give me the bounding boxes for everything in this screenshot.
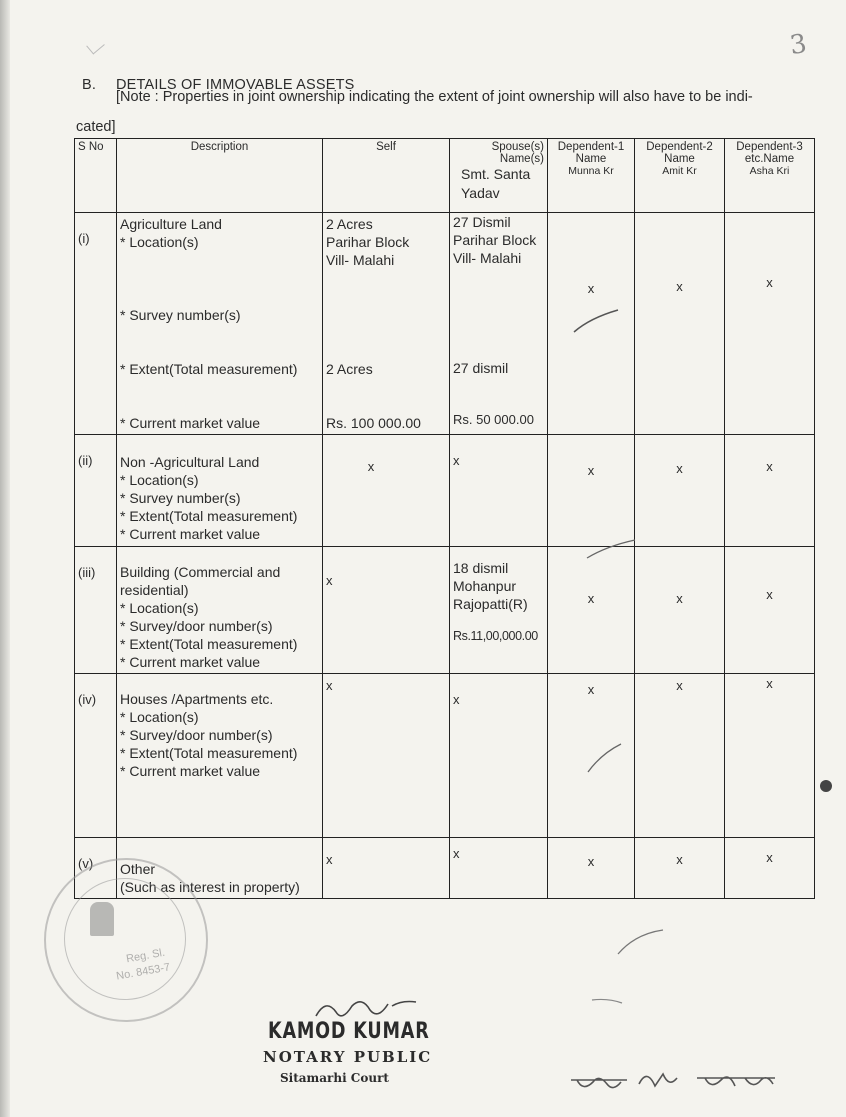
desc-title: Other (120, 861, 156, 877)
dep3-value: x (766, 459, 773, 474)
row-description (117, 547, 323, 674)
desc-line: * Location(s) (120, 600, 199, 616)
header-dependent-1 (548, 139, 635, 213)
header-description: Description (117, 139, 323, 213)
spouse-cell (450, 213, 548, 435)
row-sno: (ii) (75, 435, 117, 547)
header-spouse-label: Spouse(s) Name(s) (491, 141, 544, 165)
dep3-value: x (766, 676, 773, 691)
self-value: Rs. 100 000.00 (326, 415, 421, 431)
row-description (117, 435, 323, 547)
pen-tick-mark (86, 36, 105, 54)
row-sno: (v) (75, 838, 117, 899)
stamp-line-1: Reg. Sl. (125, 946, 166, 966)
self-extent: 2 Acres (326, 361, 373, 377)
self-location-1: 2 Acres (326, 216, 373, 232)
row-sno: (iii) (75, 547, 117, 674)
desc-title-1: Building (Commercial and (120, 564, 281, 580)
header-sno: S No (75, 139, 117, 213)
dep3-cell (725, 213, 815, 435)
dep3-value: x (766, 275, 773, 290)
desc-title: Agriculture Land (120, 216, 222, 232)
dep3-cell (725, 435, 815, 547)
scan-page-edge (0, 0, 10, 1117)
self-value: x (326, 678, 333, 693)
dep2-cell (635, 838, 725, 899)
desc-line: * Current market value (120, 763, 261, 779)
dep1-name: Munna Kr (568, 165, 614, 177)
desc-line: * Extent(Total measurement) (120, 636, 298, 652)
spouse-cell (450, 435, 548, 547)
header-dep2-label: Dependent-2 Name (646, 141, 713, 165)
self-value: x (367, 459, 375, 474)
dep2-cell (635, 547, 725, 674)
spouse-name-2: Yadav (461, 185, 500, 201)
desc-extent: * Extent(Total measurement) (120, 361, 298, 377)
spouse-cell (450, 547, 548, 674)
notary-name: KAMOD KUMAR (268, 1019, 430, 1044)
spouse-value: x (453, 846, 460, 861)
self-location-2: Parihar Block (326, 234, 410, 250)
stamp-line-2: No. 8453-7 (115, 961, 172, 983)
spouse-extent: 27 dismil (453, 360, 509, 376)
desc-line: * Current market value (120, 654, 261, 670)
spouse-value: x (453, 692, 460, 707)
note-line-1: [Note : Properties in joint ownership indicating the extent of joint ownership will also have to be indi- (116, 89, 753, 105)
spouse-value: x (453, 453, 460, 468)
dep2-cell (635, 213, 725, 435)
desc-title-2: residential) (120, 582, 189, 598)
note-line-2: cated] (76, 119, 116, 135)
row-sno: (iv) (75, 674, 117, 838)
header-self: Self (323, 139, 450, 213)
table-header-row (75, 139, 815, 213)
row-description (117, 213, 323, 435)
dep2-value: x (676, 678, 683, 693)
dep1-value: x (587, 682, 595, 697)
deponent-signature (565, 1060, 785, 1098)
table-row (75, 435, 815, 547)
header-dep3-label: Dependent-3 etc.Name (736, 141, 803, 165)
table-row (75, 674, 815, 838)
dep1-value: x (587, 281, 595, 296)
page-number-handwritten: 3 (787, 28, 809, 62)
spouse-location-2: Parihar Block (453, 232, 537, 248)
notary-seal-stamp (44, 858, 208, 1022)
spouse-value: Rs. 50 000.00 (453, 412, 534, 427)
table-row (75, 213, 815, 435)
dep1-value: x (587, 463, 595, 478)
dep1-value: x (587, 854, 595, 869)
row-description (117, 674, 323, 838)
self-location-3: Vill- Malahi (326, 252, 395, 268)
self-cell (323, 674, 450, 838)
dep2-cell (635, 435, 725, 547)
dep1-cell (548, 547, 635, 674)
header-spouse (450, 139, 548, 213)
desc-line: * Extent(Total measurement) (120, 508, 298, 524)
section-title: DETAILS OF IMMOVABLE ASSETS (116, 77, 355, 93)
emblem-icon (90, 902, 114, 936)
spouse-extent: 18 dismil (453, 560, 509, 576)
desc-survey: * Survey number(s) (120, 307, 241, 323)
dep1-cell (548, 838, 635, 899)
desc-line: * Extent(Total measurement) (120, 745, 298, 761)
dep3-cell (725, 547, 815, 674)
row-sno: (i) (75, 213, 117, 435)
desc-sub: (Such as interest in property) (120, 879, 300, 895)
header-dependent-2 (635, 139, 725, 213)
notary-court: Sitamarhi Court (280, 1071, 389, 1085)
self-cell (323, 435, 450, 547)
pen-tick-mark (585, 538, 637, 562)
desc-line: * Survey/door number(s) (120, 727, 273, 743)
dep3-value: x (766, 850, 773, 865)
spouse-location-2: Rajopatti(R) (453, 596, 528, 612)
dep1-cell (548, 435, 635, 547)
desc-line: * Survey/door number(s) (120, 618, 273, 634)
desc-line: * Survey number(s) (120, 490, 241, 506)
self-value: x (326, 573, 333, 588)
desc-line: * Current market value (120, 526, 261, 542)
self-value: x (326, 852, 333, 867)
dep2-cell (635, 674, 725, 838)
pen-tick-mark (585, 740, 625, 776)
table-row (75, 547, 815, 674)
dep2-value: x (676, 591, 683, 606)
header-dep1-label: Dependent-1 Name (557, 141, 625, 165)
dep3-value: x (766, 587, 773, 602)
dep2-value: x (676, 279, 683, 294)
notary-title: NOTARY PUBLIC (263, 1048, 433, 1066)
dep2-value: x (676, 461, 683, 476)
desc-title: Houses /Apartments etc. (120, 691, 274, 707)
spouse-name-1: Smt. Santa (461, 166, 531, 182)
spouse-cell (450, 838, 548, 899)
desc-line: * Location(s) (120, 709, 199, 725)
dep2-value: x (676, 852, 683, 867)
dep3-cell (725, 674, 815, 838)
desc-line: * Location(s) (120, 472, 199, 488)
self-cell (323, 547, 450, 674)
spouse-value: Rs.11,00,000.00 (453, 629, 538, 643)
dep2-name: Amit Kr (662, 165, 697, 177)
immovable-assets-table (74, 138, 815, 899)
dep3-cell (725, 838, 815, 899)
pen-tick-mark (570, 306, 622, 336)
pen-tick-mark (590, 996, 626, 1006)
spouse-cell (450, 674, 548, 838)
spouse-location-1: Mohanpur (453, 578, 517, 594)
desc-title: Non -Agricultural Land (120, 454, 260, 470)
dep3-name: Asha Kri (749, 165, 790, 177)
spouse-location-1: 27 Dismil (453, 214, 511, 230)
self-cell (323, 838, 450, 899)
pen-tick-mark (615, 928, 665, 958)
desc-location: * Location(s) (120, 234, 199, 250)
section-number: B. (82, 77, 97, 93)
self-cell (323, 213, 450, 435)
header-dependent-3 (725, 139, 815, 213)
dep1-value: x (587, 591, 595, 606)
binder-hole (820, 780, 832, 792)
spouse-location-3: Vill- Malahi (453, 250, 522, 266)
desc-value: * Current market value (120, 415, 261, 431)
